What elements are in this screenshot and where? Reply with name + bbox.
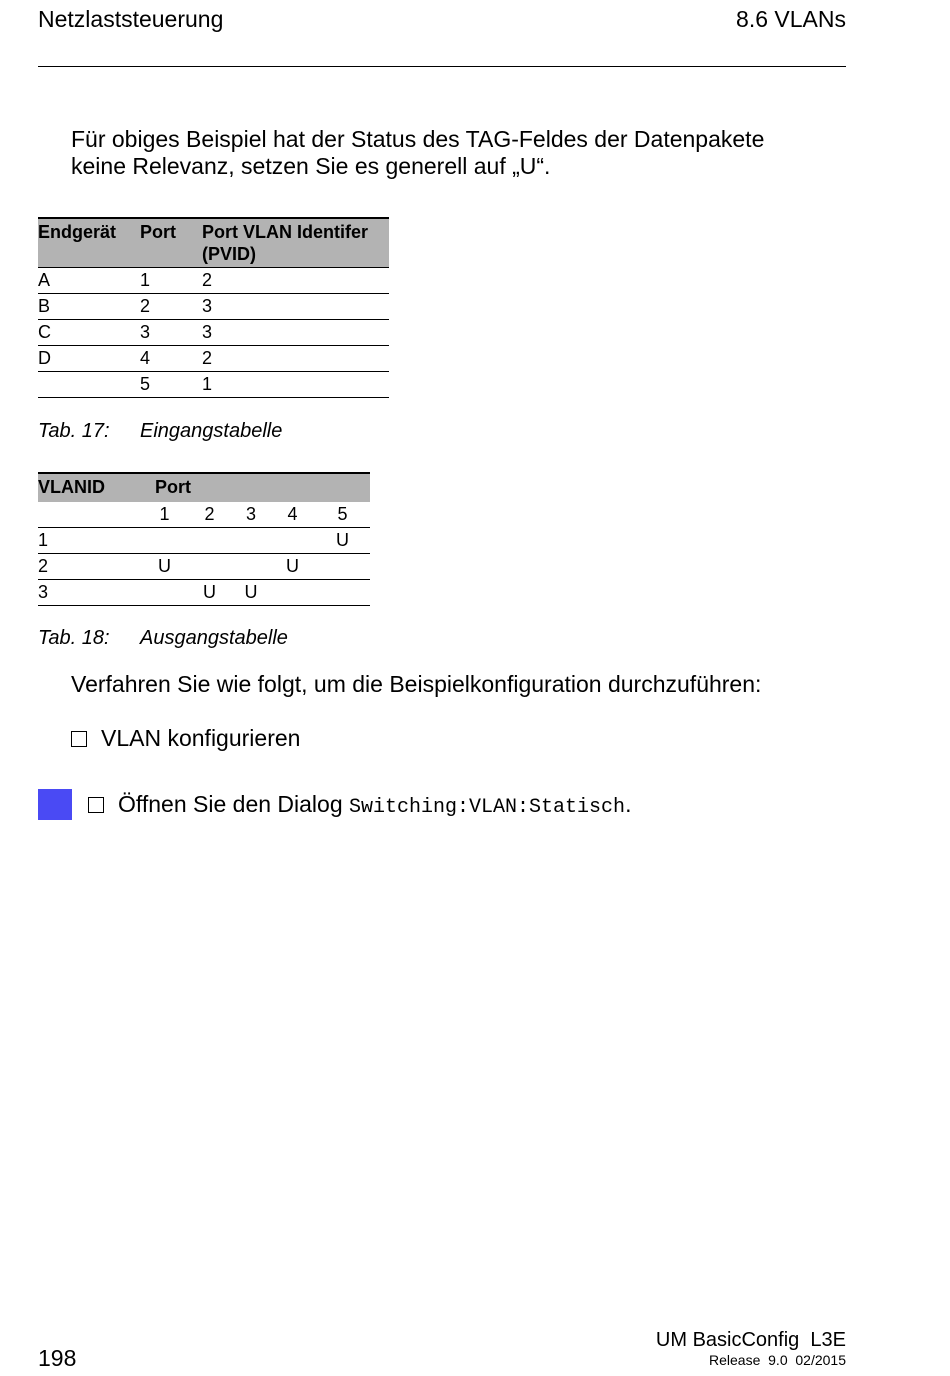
running-header-chapter: Netzlaststeuerung: [38, 6, 224, 32]
cell-vlanid: 1: [38, 528, 142, 554]
cell-port: 5: [140, 372, 202, 398]
caption-text: Eingangstabelle: [140, 420, 283, 442]
step-label: VLAN konfigurieren: [101, 725, 301, 751]
cell-pvid: 3: [202, 294, 389, 320]
footer-release: Release 9.0 02/2015: [709, 1352, 846, 1368]
step-open-dialog: [88, 791, 631, 821]
cell-membership: [187, 528, 232, 554]
intro-line-2: keine Relevanz, setzen Sie es generell auf „U“.: [71, 153, 551, 179]
caption-label: Tab. 17:: [38, 420, 110, 442]
cell-membership: [232, 528, 270, 554]
egress-table: [38, 472, 370, 606]
table-row: [38, 580, 370, 606]
port-number: 2: [187, 502, 232, 528]
cell-device: A: [38, 268, 140, 294]
cell-vlanid: 2: [38, 554, 142, 580]
port-number: 1: [142, 502, 187, 528]
cell-membership: [315, 554, 370, 580]
table-header-row: [38, 218, 389, 268]
cell-device: [38, 372, 140, 398]
intro-line-1: Für obiges Beispiel hat der Status des TAG-Feldes der Datenpakete: [71, 126, 765, 152]
port-number: 5: [315, 502, 370, 528]
caption-text: Ausgangstabelle: [140, 627, 288, 649]
cell-membership: [232, 554, 270, 580]
ingress-table: [38, 217, 389, 398]
cell-membership: U: [232, 580, 270, 606]
checkbox-icon: [88, 797, 104, 813]
table-row: [38, 346, 389, 372]
col-header-endgeraet: Endgerät: [38, 218, 140, 268]
cell-device: B: [38, 294, 140, 320]
cell-membership: U: [187, 580, 232, 606]
step-vlan-configure: [71, 725, 300, 752]
table-17-caption: [38, 420, 282, 443]
cell-pvid: 1: [202, 372, 389, 398]
step-punctuation: .: [625, 791, 632, 817]
gui-marker-icon: [38, 789, 72, 820]
port-number: 3: [232, 502, 270, 528]
page-number: 198: [38, 1345, 77, 1371]
cell-membership: U: [270, 554, 315, 580]
table-18-caption: [38, 627, 288, 650]
steps-intro: Verfahren Sie wie folgt, um die Beispielkonfiguration durchzuführen:: [71, 671, 762, 697]
cell-pvid: 2: [202, 346, 389, 372]
col-header-vlanid: VLANID: [38, 473, 142, 502]
cell-empty: [38, 502, 142, 528]
table-row: [38, 268, 389, 294]
cell-membership: U: [142, 554, 187, 580]
cell-membership: [142, 580, 187, 606]
caption-label: Tab. 18:: [38, 627, 110, 649]
cell-membership: [315, 580, 370, 606]
col-header-port: Port: [140, 218, 202, 268]
table-row: [38, 528, 370, 554]
cell-port: 3: [140, 320, 202, 346]
table-row: [38, 294, 389, 320]
cell-port: 2: [140, 294, 202, 320]
header-divider: [38, 66, 846, 67]
dialog-path-code: Switching:VLAN:Statisch: [349, 796, 626, 819]
step-text: Öffnen Sie den Dialog: [118, 791, 343, 817]
cell-pvid: 3: [202, 320, 389, 346]
table-row: [38, 554, 370, 580]
cell-membership: [187, 554, 232, 580]
running-header-section: 8.6 VLANs: [736, 6, 846, 32]
cell-membership: [142, 528, 187, 554]
cell-membership: [270, 528, 315, 554]
table-header-row: [38, 473, 370, 502]
cell-port: 4: [140, 346, 202, 372]
cell-membership: U: [315, 528, 370, 554]
col-header-port: Port: [142, 473, 370, 502]
checkbox-icon: [71, 731, 87, 747]
footer-document-title: UM BasicConfig L3E: [655, 1329, 846, 1351]
cell-device: C: [38, 320, 140, 346]
col-header-pvid: Port VLAN Identifer (PVID): [202, 218, 389, 268]
cell-membership: [270, 580, 315, 606]
table-row: [38, 320, 389, 346]
cell-device: D: [38, 346, 140, 372]
table-row: [38, 372, 389, 398]
cell-port: 1: [140, 268, 202, 294]
port-number: 4: [270, 502, 315, 528]
cell-vlanid: 3: [38, 580, 142, 606]
port-number-row: [38, 502, 370, 528]
intro-paragraph: [71, 126, 764, 180]
cell-pvid: 2: [202, 268, 389, 294]
